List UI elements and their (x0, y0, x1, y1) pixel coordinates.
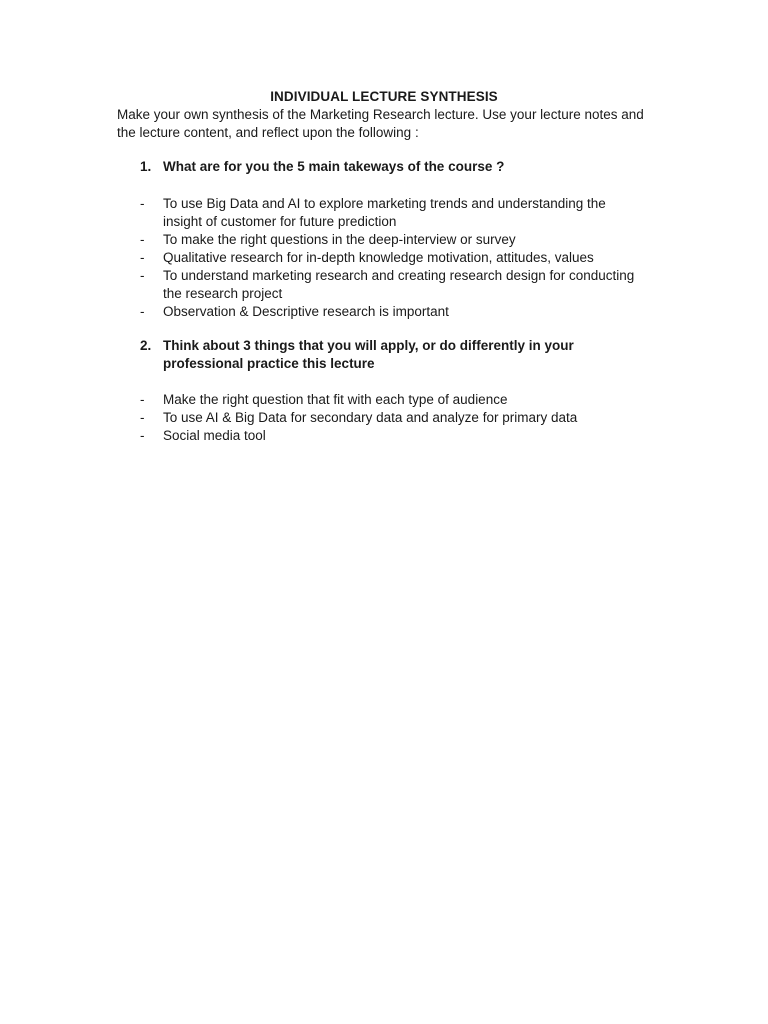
answer-text: Qualitative research for in-depth knowledge motivation, attitudes, values (163, 250, 594, 265)
answer-text: To use Big Data and AI to explore marketing trends and understanding the insight of customer for future prediction (163, 196, 606, 229)
question-1 (140, 158, 640, 176)
list-item (140, 231, 640, 249)
answer-text: Make the right question that fit with each type of audience (163, 392, 508, 407)
question-1-text: What are for you the 5 main takeways of the course ? (163, 159, 505, 174)
list-item (140, 303, 640, 321)
bullet-dash: - (140, 268, 145, 283)
answer-text: Observation & Descriptive research is important (163, 304, 449, 319)
bullet-dash: - (140, 428, 145, 443)
answer-text: Social media tool (163, 428, 266, 443)
question-1-number: 1. (140, 159, 152, 174)
answer-text: To use AI & Big Data for secondary data and analyze for primary data (163, 410, 578, 425)
list-item (140, 391, 640, 409)
bullet-dash: - (140, 392, 145, 407)
bullet-dash: - (140, 250, 145, 265)
answer-text: To understand marketing research and creating research design for conducting the research project (163, 268, 635, 301)
intro-paragraph: Make your own synthesis of the Marketing Research lecture. Use your lecture notes and the lecture content, and reflect upon the following : (117, 107, 644, 140)
list-item (140, 267, 640, 303)
bullet-dash: - (140, 196, 145, 211)
question-2 (140, 337, 640, 373)
document-title: INDIVIDUAL LECTURE SYNTHESIS (270, 89, 498, 104)
question-2-text: Think about 3 things that you will apply, or do differently in your professional practice this lecture (163, 338, 574, 371)
list-item (140, 195, 640, 231)
question-2-answers (140, 391, 640, 445)
list-item (140, 427, 640, 445)
answer-text: To make the right questions in the deep-interview or survey (163, 232, 516, 247)
bullet-dash: - (140, 304, 145, 319)
question-2-number: 2. (140, 338, 152, 353)
bullet-dash: - (140, 410, 145, 425)
list-item (140, 249, 640, 267)
bullet-dash: - (140, 232, 145, 247)
question-1-answers (140, 195, 640, 321)
list-item (140, 409, 640, 427)
